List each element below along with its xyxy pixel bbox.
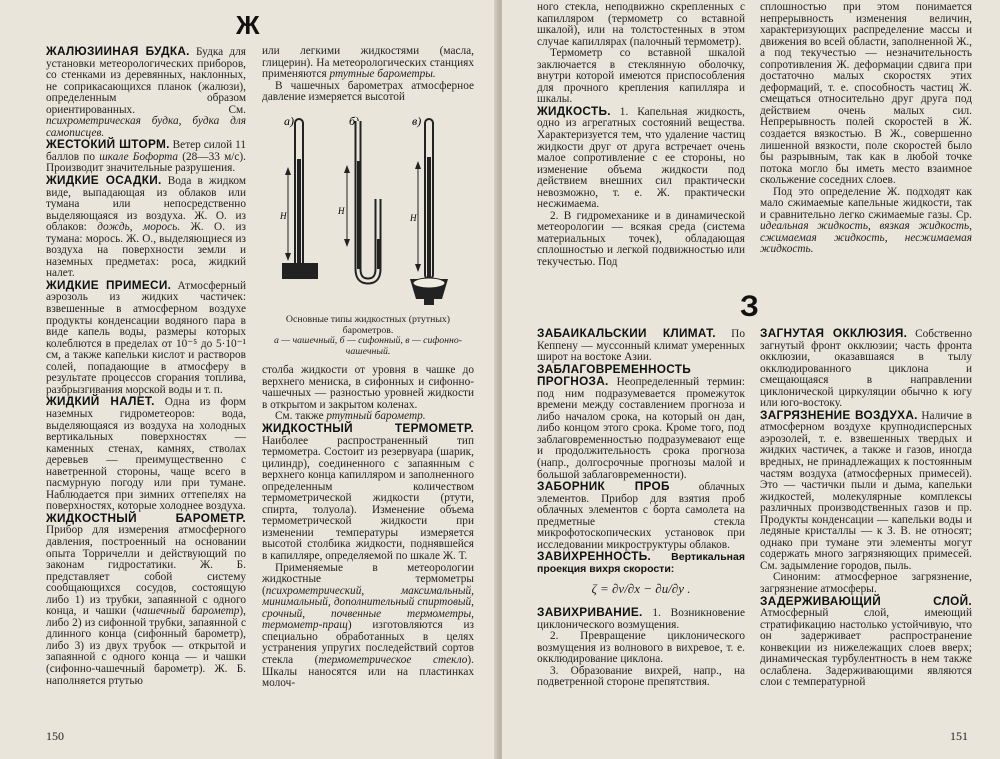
right-page — [502, 0, 1000, 759]
siphon-cistern-barometer — [409, 119, 448, 305]
paragraph: 2. Превращение циклонического возмущения из волнового в вихревое, т. е. окклюдирование циклона. — [537, 630, 745, 666]
right-column-2-top — [760, 2, 972, 274]
entry: ЗАВИХРЕННОСТЬ. Вертикальная проекция вихря скорости: — [537, 549, 745, 575]
svg-text:H: H — [338, 205, 345, 216]
caption-legend: а — чашечный, б — сифонный, в — сифонно-чашечный. — [273, 335, 463, 357]
paragraph: столба жидкости от уровня в чашке до верхнего мениска, в сифонных и сифонно-чашечных — разностью уровней жидкости в открытом и закрытом коленах. — [262, 364, 474, 411]
paragraph: или легкими жидкостями (масла, глицерин). На метеорологических станциях применяются ртутные барометры. — [262, 46, 474, 81]
paragraph: Термометр со вставной шкалой заключается в стеклянную оболочку, внутри которой имеются приспособления для прочного крепления капилляра и шкалы. — [537, 47, 745, 106]
entry: ЖИДКОСТНЫЙ ТЕРМОМЕТР. Наиболее распространенный тип термометра. Состоит из резервуара (шарик, цилиндр), соединенного с запаянным с верхнего конца капилляром и заполненного определенным количеством термометрической жидкости (ртути, спирта, толуола). Изменение объема термометрической жидкости при изменении температуры измеряется высотой столбика жидкости, поднявшейся в капилляре, определяемой по шкале Ж. Т. — [262, 421, 474, 563]
entry: ЗАБЛАГОВРЕМЕННОСТЬ ПРОГНОЗА. Неопределенный термин: под ним подразумевается промежуток времени между составлением прогноза и либо началом срока, на который он дан, либо концом этого срока. Кроме того, под заблаговременностью подразумевают еще и продолжительность срока прогноза (напр., долгосрочные прогнозы малой и большой заблаговременности). — [537, 361, 745, 481]
paragraph: Под это определение Ж. подходят как мало сжимаемые капельные жидкости, так и сравнительно легко сжимаемые газы. Ср. идеальная жидкость, вязкая жидкость, сжимаемая жидкость, несжимаемая жидкость. — [760, 185, 972, 256]
figure-caption — [262, 315, 474, 357]
entry: ЖИДКИЙ НАЛЕТ. Одна из форм наземных гидрометеоров: вода, выделяющаяся из воздуха на холодных вертикальных поверхностях — каменных стенах, камнях, стволах деревьев — преимущественно с наветренной стороны, чаще всего в пасмурную погоду или при тумане. Наблюдается при зимних оттепелях на поверхностях, которые холоднее воздуха. — [46, 394, 246, 513]
paragraph: См. также ртутный барометр. — [275, 410, 426, 423]
cistern-barometer — [279, 119, 318, 279]
paragraph: Синоним: атмосферное загрязнение, загрязнение атмосферы. — [760, 571, 972, 596]
paragraph: сплошностью при этом понимается непрерывность изменения величин, характеризующих распределение массы и движения во всей области, заполненной Ж., а под текучестью — незначительность сопротивления Ж. деформации сдвига при достаточно малых скоростях этих деформаций, т. е. способность частиц Ж. смещаться относительно друг друга под действием очень малых сил. Непрерывность полей скоростей в Ж. создается вязкостью. В Ж., совершенно лишенной вязкости, поле скоростей было бы разрывным, так как в любой точке потока могло бы иметь место взаимное скольжение соседних слоев. — [760, 2, 972, 187]
left-page — [0, 0, 498, 759]
left-column-1 — [46, 46, 246, 722]
paragraph: ного стекла, неподвижно скрепленных с капилляром (термометр со вставной шкалой), или на толстостенных в этом случае капиллярах (палочный термометр). — [537, 2, 745, 48]
entry: ЖИДКОСТНЫЙ БАРОМЕТР. Прибор для измерения атмосферного давления, построенный на основании опыта Торричелли и действующий по законам гидростатики. Ж. Б. представляет собой систему сообщающихся сосудов, состоящую либо 1) из трубки, запаянной с одного конца, и чашки (чашечный барометр), либо 2) из сифонной трубки, запаянной с длинного конца (сифонный барометр), либо 3) из двух трубок — открытой и запаянной с одного конца — и чашки (сифонно-чашечный барометр). Ж. Б. наполняется ртутью — [46, 510, 246, 687]
barometer-diagram — [262, 109, 474, 309]
entry: ЗАВИХРИВАНИЕ. 1. Возникновение циклонического возмущения. — [537, 605, 745, 631]
barometer-figure — [262, 109, 474, 313]
entry: ЖИДКИЕ ОСАДКИ. Вода в жидком виде, выпадающая из облаков или тумана или непосредственно выделяющаяся из воздуха. Ж. О. из облаков: дождь, морось. Ж. О. из тумана: морось. Ж. О., выделяющиеся из воздуха на поверхности земли и наземных предметах: роса, жидкий налет. — [46, 173, 246, 280]
page-number: 151 — [950, 729, 968, 743]
entry: ЗАБОРНИК ПРОБ облачных элементов. Прибор для взятия проб облачных элементов с борта самолета на предметные стекла микрофотоскопических установок при исследовании микроструктуры облаков. — [537, 479, 745, 551]
section-letter: Ж — [236, 10, 260, 40]
right-column-1-top — [537, 2, 745, 274]
entry: ЗАГРЯЗНЕНИЕ ВОЗДУХА. Наличие в атмосферном воздухе крупнодисперсных аэрозолей, т. е. взвешенных твердых и жидких частичек, а также и газов, иногда вредных, не принадлежащих к постоянным частям воздуха (атмосферных примесей). Это — частички пыли и дыма, капельки жидкостей, молекулярные комплексы различных производственных газов и пр. Продукты конденсации — капельки воды и ледяные кристаллы — к З. В. не относят; однако при тумане эти элементы могут содержать много загрязняющих примесей. См. задымление городов, пыль. — [760, 407, 972, 572]
fig-label-c: в) — [412, 113, 422, 128]
entry: ЖИДКИЕ ПРИМЕСИ. Атмосферный аэрозоль из жидких частичек: взвешенные в атмосферном воздухе продукты конденсации водяного пара в виде капель воды, размеры которых колеблются в пределах от 10⁻⁵ до 5·10⁻¹ см, а также капельки кислот и растворов солей, попадающие в атмосферу в результате процессов сгорания топлива, разбрызгивания морской воды и т. п. — [46, 277, 246, 396]
paragraph: Применяемые в метеорологии жидкостные термометры (психрометрический, максимальный, минимальный, дополнительный спиртовый, срочный, почвенные термометры, термометр-пращ) изготовляются из специально обработанных в целях устранения упругих последействий сортов стекла (термометрическое стекло). Шкалы наносятся или на пластинках молоч- — [262, 561, 474, 690]
section-letter: З — [740, 290, 759, 323]
page-number: 150 — [46, 729, 64, 743]
paragraph: В чашечных барометрах атмосферное давление измеряется высотой — [262, 79, 474, 104]
fig-label-a: а) — [284, 113, 294, 128]
vorticity-formula: ζ = ∂v/∂x − ∂u/∂y . — [591, 581, 691, 597]
left-column-2 — [262, 46, 474, 722]
right-column-1-bottom — [537, 328, 745, 724]
svg-text:H: H — [410, 212, 417, 223]
entry: ЗАГНУТАЯ ОККЛЮЗИЯ. Собственно загнутый фронт окклюзии; часть фронта окклюзии, оказавшаяся в тылу окклюдированного циклона и смещающаяся в направлении циклонической циркуляции обычно к югу или юго-востоку. — [760, 328, 972, 410]
entry: ЖАЛЮЗИЙНАЯ БУДКА. Будка для установки метеорологических приборов, со стенками из деревянных, наклонных, не соприкасающихся планок (жалюзи), определенным образом ориентированных. См. психрометрическая будка, будка для самописцев. — [46, 46, 246, 139]
entry: ЗАБАЙКАЛЬСКИЙ КЛИМАТ. По Кеппену — муссонный климат умеренных широт на востоке Азии. — [537, 328, 745, 364]
caption-title: Основные типы жидкостных (ртутных) барометров. — [285, 314, 451, 336]
entry: ЖИДКОСТЬ. 1. Капельная жидкость, одно из агрегатных состояний вещества. Характеризуется тем, что удаление частиц жидкости друг от друга встречает очень малое сопротивление с ее стороны, но изменение объема жидкости под действием внешних сил практически невозможно, т. е. Ж. практически несжимаема. — [537, 103, 745, 211]
right-column-2-bottom — [760, 328, 972, 724]
fig-label-b: б) — [349, 113, 360, 128]
entry: ЖЕСТОКИЙ ШТОРМ. Ветер силой 11 баллов по шкале Бофорта (28—33 м/с). Производит значительные разрушения. — [46, 137, 246, 175]
svg-text:H: H — [280, 210, 287, 221]
paragraph: 3. Образование вихрей, напр., на подветренной стороне препятствия. — [537, 664, 745, 689]
entry: ЗАДЕРЖИВАЮЩИЙ СЛОЙ. Атмосферный слой, имеющий стратификацию настолько устойчивую, что он задерживает распространение конвекции из нижележащих слоев вверх; динамическая турбулентность в нем также ослаблена. Задерживающими являются слои с температурной — [760, 593, 972, 689]
siphon-barometer — [337, 121, 380, 281]
paragraph: 2. В гидромеханике и в динамической метеорологии — всякая среда (система материальных точек), обладающая сплошностью и легкой подвижностью или текучестью. Под — [537, 209, 745, 269]
